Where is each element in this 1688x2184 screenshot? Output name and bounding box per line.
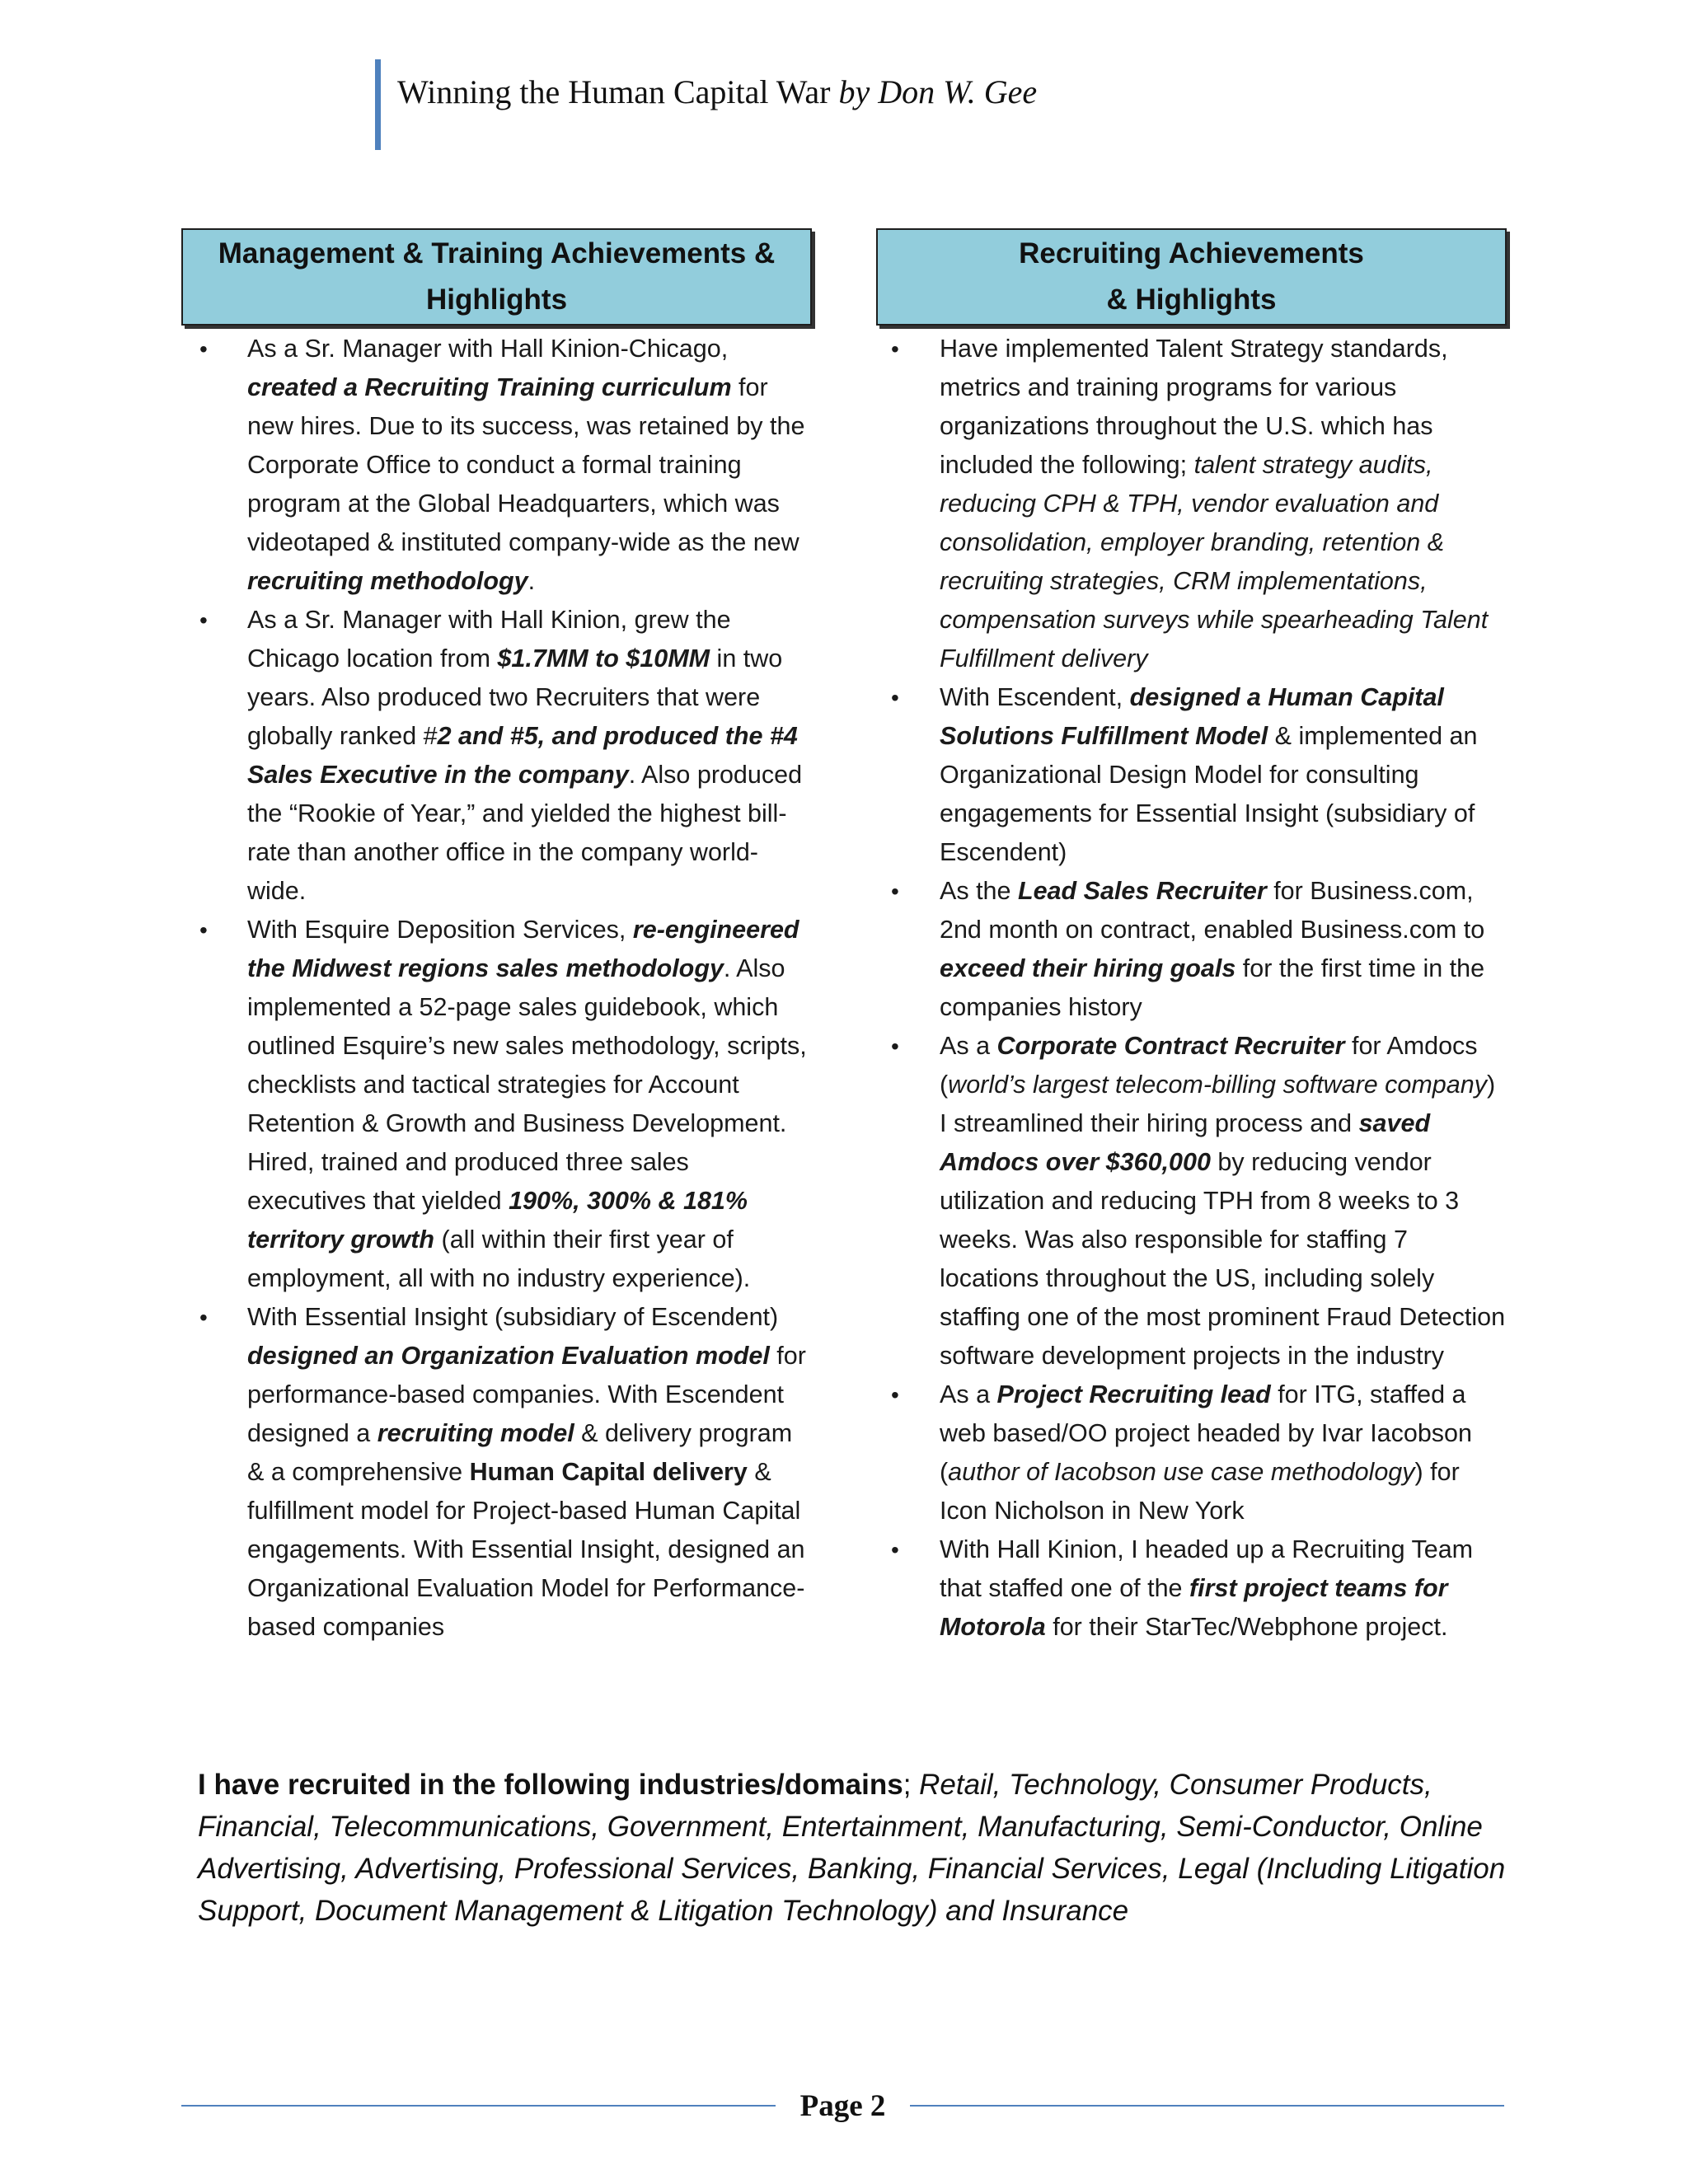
item-text: for Amdocs ( (940, 1032, 1478, 1099)
item-emphasis: created a Recruiting Training curriculum (247, 373, 732, 401)
item-text: for new hires. Due to its success, was retained by the Corporate Office to conduct a formal training program at the Global Headquarters, which was videotaped & instituted company-wide as the new (247, 373, 805, 556)
item-emphasis: Project Recruiting lead (996, 1380, 1271, 1408)
list-item (876, 1027, 1507, 1376)
item-text: With Essential Insight (subsidiary of Escendent) (247, 1303, 779, 1331)
item-text: for performance-based companies. With Escendent designed a (247, 1342, 806, 1447)
item-text: for the first time in the companies history (940, 954, 1485, 1021)
item-bold: Human Capital delivery (469, 1458, 748, 1486)
item-emphasis: re-engineered the Midwest regions sales methodology (247, 916, 799, 982)
list-item (181, 601, 812, 911)
header-title: Winning the Human Capital War (397, 73, 831, 110)
bullet-icon: • (891, 1382, 899, 1408)
industries-separator: ; (903, 1769, 920, 1801)
bullet-icon: • (891, 336, 899, 362)
item-text: by reducing vendor utilization and reducing TPH from 8 weeks to 3 weeks. Was also responsible for staffing 7 locations throughout the US, including solely staffing one of the most prominent Fraud Detection software development projects in the industry (940, 1148, 1506, 1370)
item-emphasis: first project teams for Motorola (940, 1574, 1448, 1641)
list-item (181, 330, 812, 601)
recruiting-heading-line1: Recruiting Achievements (1019, 237, 1364, 269)
bullet-icon: • (891, 1033, 899, 1059)
item-text: for Business.com, 2nd month on contract, enabled Business.com to (940, 877, 1485, 944)
list-item (876, 872, 1507, 1027)
item-emphasis: Corporate Contract Recruiter (996, 1032, 1345, 1060)
item-text: . (528, 567, 536, 595)
item-text: ) I streamlined their hiring process and (940, 1071, 1496, 1137)
bullet-icon: • (199, 917, 208, 943)
item-text: As a (940, 1380, 997, 1408)
item-text: & delivery program & a comprehensive (247, 1419, 793, 1486)
bullet-icon: • (891, 879, 899, 904)
item-text: As a Sr. Manager with Hall Kinion-Chicago, (247, 335, 729, 363)
item-emphasis: exceed their hiring goals (940, 954, 1236, 982)
management-heading-box (181, 228, 812, 326)
list-item (181, 1298, 812, 1647)
recruiting-achievements-column (876, 228, 1507, 1647)
item-italic: talent strategy audits, reducing CPH & TPH, vendor evaluation and consolidation, employer branding, retention & recruiting strategies, CRM implementations, compensation surveys while spearheading Talent Fulfillment delivery (940, 451, 1489, 673)
item-emphasis: recruiting methodology (247, 567, 528, 595)
item-text: Have implemented Talent Strategy standards, metrics and training programs for various organizations throughout the U.S. which has included the following; (940, 335, 1448, 479)
item-emphasis: Lead Sales Recruiter (1017, 877, 1267, 905)
header-author: by Don W. Gee (838, 73, 1038, 110)
item-text: (all within their first year of employment, all with no industry experience). (247, 1226, 751, 1292)
item-emphasis: saved Amdocs over $360,000 (940, 1109, 1431, 1176)
recruiting-bullet-list (876, 330, 1507, 1647)
list-item (876, 330, 1507, 678)
item-emphasis: 2 and #5, and produced the #4 Sales Executive in the company (247, 722, 798, 789)
item-text: & fulfillment model for Project-based Human Capital engagements. With Essential Insight, designed an Organizational Evaluation Model for Performance-based companies (247, 1458, 805, 1641)
item-emphasis: designed a Human Capital Solutions Fulfillment Model (940, 683, 1444, 750)
document-header (375, 59, 1037, 150)
item-text: With Hall Kinion, I headed up a Recruiting Team that staffed one of the (940, 1535, 1474, 1602)
item-italic: author of Iacobson use case methodology (948, 1458, 1415, 1486)
management-heading-line2: Highlights (425, 284, 568, 316)
item-italic: world’s largest telecom-billing software company (948, 1071, 1487, 1099)
industries-lead: I have recruited in the following industries/domains (198, 1769, 903, 1801)
list-item (876, 1530, 1507, 1647)
item-emphasis: $1.7MM to $10MM (497, 644, 710, 673)
item-text: With Esquire Deposition Services, (247, 916, 633, 944)
bullet-icon: • (891, 1537, 899, 1563)
item-text: in two years. Also produced two Recruiters that were globally ranked # (247, 644, 783, 750)
item-text: As a Sr. Manager with Hall Kinion, grew the Chicago location from (247, 606, 731, 673)
item-emphasis: recruiting model (377, 1419, 574, 1447)
footer-rule-left (181, 2105, 776, 2107)
item-text: . Also implemented a 52-page sales guidebook, which outlined Esquire’s new sales methodology, scripts, checklists and tactical strategies for Account Retention & Growth and Business Development. Hired, trained and produced three sales executives that yielded (247, 954, 807, 1215)
management-achievements-column (181, 228, 812, 1647)
bullet-icon: • (199, 336, 208, 362)
recruiting-heading-box (876, 228, 1507, 326)
page-footer (181, 2085, 1504, 2126)
bullet-icon: • (199, 607, 208, 633)
list-item (181, 911, 812, 1298)
item-text: As a (940, 1032, 997, 1060)
industries-list: Retail, Technology, Consumer Products, Financial, Telecommunications, Government, Entertainment, Manufacturing, Semi-Conductor, Online Advertising, Advertising, Professional Services, Banking, Financial Services, Legal (Including Litigation Support, Document Management & Litigation Technology) and Insurance (198, 1769, 1506, 1927)
management-heading-line1: Management & Training Achievements & (218, 237, 776, 269)
header-text (397, 73, 1038, 110)
footer-rule-right (910, 2105, 1504, 2107)
item-text: As the (940, 877, 1018, 905)
list-item (876, 1376, 1507, 1530)
item-emphasis: 190%, 300% & 181% territory growth (247, 1187, 748, 1254)
item-text: ) for Icon Nicholson in New York (940, 1458, 1460, 1525)
item-text: for ITG, staffed a web based/OO project headed by Ivar Iacobson ( (940, 1380, 1472, 1486)
management-bullet-list (181, 330, 812, 1647)
item-text: With Escendent, (940, 683, 1130, 711)
page-number: Page 2 (799, 2088, 886, 2123)
item-text: . Also produced the “Rookie of Year,” and yielded the highest bill-rate than another office in the company world-wide. (247, 761, 803, 905)
item-text: for their StarTec/Webphone project. (1045, 1613, 1448, 1641)
item-emphasis: designed an Organization Evaluation model (247, 1342, 770, 1370)
list-item (876, 678, 1507, 872)
industries-paragraph (198, 1764, 1517, 1932)
bullet-icon: • (891, 685, 899, 710)
recruiting-heading-line2: & Highlights (1106, 284, 1277, 316)
item-text: & implemented an Organizational Design Model for consulting engagements for Essential Insight (subsidiary of Escendent) (940, 722, 1478, 866)
bullet-icon: • (199, 1305, 208, 1330)
